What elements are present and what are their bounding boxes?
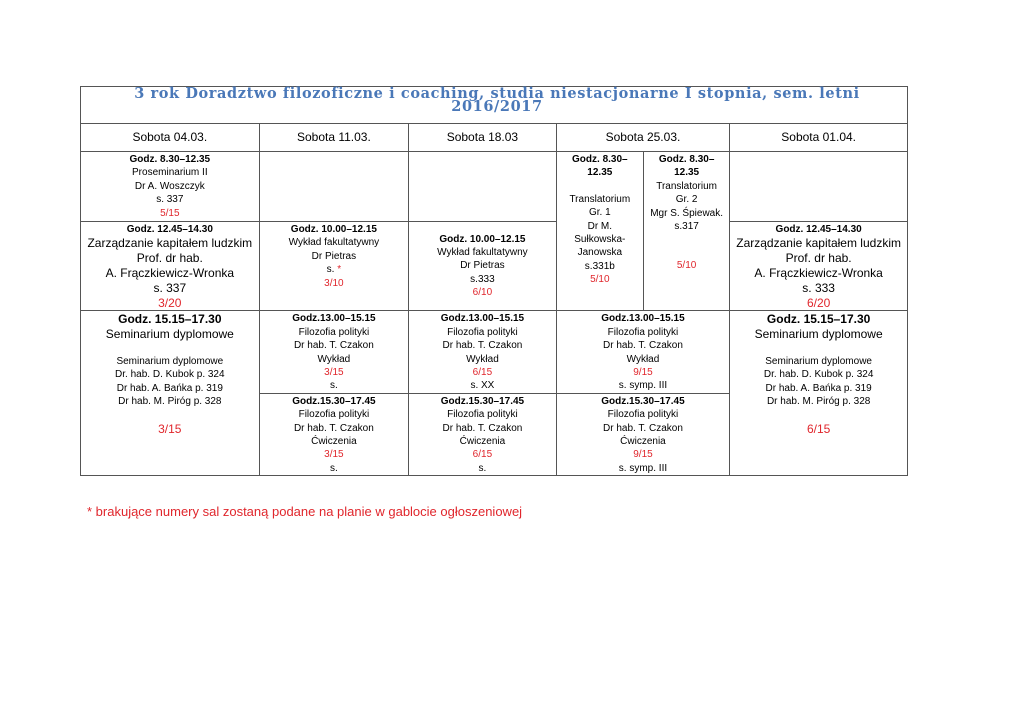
class-teacher: Dr hab. M. Piróg p. 328 — [766, 396, 871, 408]
class-name: Filozofia polityki — [607, 326, 679, 338]
day-header: Sobota 11.03. — [259, 124, 409, 152]
empty-cell — [259, 152, 409, 222]
class-cell-filozofia-wyklad — [556, 311, 730, 393]
class-count: 3/10 — [324, 277, 344, 289]
class-count: 6/10 — [472, 287, 493, 299]
class-count: 6/20 — [806, 295, 831, 310]
class-count: 3/20 — [158, 295, 182, 310]
asterisk-mark: * — [337, 264, 342, 276]
class-count: 9/15 — [633, 367, 653, 379]
class-teacher: Prof. dr hab. — [136, 251, 203, 266]
class-name: Zarządzanie kapitałem ludzkim — [87, 236, 253, 251]
class-subtitle: Seminarium dyplomowe — [116, 355, 224, 367]
class-cell-filozofia-cwiczenia — [409, 393, 557, 475]
class-teacher: Dr hab. T. Czakon — [442, 340, 523, 352]
class-group: Gr. 1 — [588, 207, 611, 219]
class-count: 3/15 — [324, 367, 344, 379]
class-cell-filozofia-cwiczenia — [259, 393, 409, 475]
class-time: Godz.13.00–15.15 — [440, 313, 525, 325]
class-teacher: Dr hab. M. Piróg p. 328 — [118, 396, 222, 408]
class-teacher: A. Frączkiewicz-Wronka — [754, 266, 883, 280]
class-count: 5/15 — [160, 207, 180, 219]
class-name: Filozofia polityki — [298, 409, 370, 421]
class-room: s. symp. III — [618, 462, 668, 474]
class-time: Godz. 12.45–14.30 — [126, 224, 213, 235]
class-cell-seminarium — [81, 311, 260, 476]
class-name: Seminarium dyplomowe — [754, 327, 883, 342]
class-cell-zarzadzanie — [81, 222, 260, 311]
class-name: Wykład fakultatywny — [437, 247, 528, 259]
day-header: Sobota 04.03. — [81, 124, 260, 152]
class-cell-filozofia-wyklad — [259, 311, 409, 393]
class-room: s. — [330, 380, 338, 392]
class-room: s.317 — [674, 221, 699, 233]
class-kind: Wykład — [317, 353, 351, 365]
footnote: * brakujące numery sal zostaną podane na planie w gablocie ogłoszeniowej — [87, 504, 523, 519]
class-teacher: Sułkowska- — [574, 234, 626, 246]
class-teacher: Dr hab. T. Czakon — [293, 422, 374, 434]
title-cell — [81, 87, 908, 124]
class-count: 6/15 — [472, 449, 493, 461]
class-cell-proseminar — [81, 152, 260, 222]
class-cell-wyklad-fakultatywny — [409, 222, 557, 311]
class-teacher: Dr. hab. D. Kubok p. 324 — [763, 369, 874, 381]
class-kind: Ćwiczenia — [459, 436, 506, 448]
class-room: s. 337 — [153, 280, 187, 295]
day-header-row — [81, 124, 908, 152]
class-time: 12.35 — [674, 167, 700, 179]
class-time: Godz. 15.15–17.30 — [766, 312, 871, 327]
class-kind: Ćwiczenia — [311, 436, 357, 448]
class-time: Godz.13.00–15.15 — [601, 313, 685, 325]
class-teacher: Dr hab. T. Czakon — [603, 422, 683, 434]
class-cell-zarzadzanie — [730, 222, 908, 311]
class-time: Godz. 10.00–12.15 — [290, 224, 377, 235]
class-subtitle: Seminarium dyplomowe — [765, 355, 872, 367]
class-cell-seminarium — [730, 311, 908, 476]
day-header: Sobota 01.04. — [730, 124, 908, 152]
class-count: 3/15 — [158, 421, 182, 436]
class-time: Godz. 8.30– — [658, 154, 715, 165]
class-name: Filozofia polityki — [607, 409, 679, 421]
class-room: s. XX — [470, 380, 495, 392]
day-header: Sobota 18.03 — [409, 124, 557, 152]
class-kind: Wykład — [626, 353, 660, 365]
class-count: 5/10 — [676, 260, 697, 272]
class-group: Gr. 2 — [675, 194, 698, 206]
class-room: s. — [478, 462, 487, 474]
class-teacher: Prof. dr hab. — [785, 251, 852, 266]
class-count: 5/10 — [590, 274, 610, 286]
class-teacher: Dr A. Woszczyk — [134, 180, 205, 192]
class-cell-wyklad-fakultatywny — [259, 222, 409, 311]
class-name: Wykład fakultatywny — [288, 237, 380, 249]
class-kind: Ćwiczenia — [620, 436, 666, 448]
class-teacher: Janowska — [577, 247, 623, 259]
schedule-table — [80, 86, 908, 476]
class-teacher: Dr Pietras — [460, 260, 505, 272]
class-name: Filozofia polityki — [298, 326, 370, 338]
class-room: s. 333 — [802, 280, 835, 295]
class-teacher: Dr hab. A. Bańka p. 319 — [116, 382, 223, 394]
class-time: Godz. 10.00–12.15 — [439, 233, 526, 245]
class-time: Godz.15.30–17.45 — [601, 395, 685, 407]
class-time: Godz. 12.45–14.30 — [775, 224, 862, 235]
class-time: Godz. 8.30–12.35 — [129, 154, 211, 165]
class-teacher: Dr hab. A. Bańka p. 319 — [765, 382, 872, 394]
class-count: 6/15 — [472, 367, 493, 379]
class-room: s. symp. III — [618, 380, 668, 392]
day-header: Sobota 25.03. — [556, 124, 730, 152]
class-name: Zarządzanie kapitałem ludzkim — [736, 236, 901, 251]
class-count: 6/15 — [806, 421, 831, 436]
class-room: s.333 — [470, 273, 495, 285]
class-name: Filozofia polityki — [447, 326, 518, 338]
class-name: Filozofia polityki — [447, 409, 518, 421]
class-count: 3/15 — [324, 449, 344, 461]
class-time: Godz.15.30–17.45 — [292, 395, 376, 407]
class-room: s.331b — [584, 260, 615, 272]
class-teacher: Dr hab. T. Czakon — [603, 340, 683, 352]
class-name: Seminarium dyplomowe — [105, 327, 234, 342]
class-teacher: Dr hab. T. Czakon — [442, 422, 523, 434]
page-title: 3 rok Doradztwo filozoficzne i coaching, studia niestacjonarne I stopnia, sem. letni 2016/2017 — [134, 85, 860, 116]
class-name: Translatorium — [656, 180, 717, 192]
class-cell-filozofia-wyklad — [409, 311, 557, 393]
class-room — [260, 263, 409, 276]
class-count: 9/15 — [633, 449, 653, 461]
class-room: s. — [330, 462, 338, 474]
empty-cell — [730, 152, 908, 222]
class-cell-translatorium-gr1 — [556, 152, 643, 311]
class-name: Translatorium — [569, 193, 631, 205]
class-teacher: Dr. hab. D. Kubok p. 324 — [115, 369, 225, 381]
class-time: Godz.13.00–15.15 — [292, 313, 376, 325]
class-time: 12.35 — [587, 167, 613, 179]
class-room: s. 337 — [156, 194, 184, 206]
class-cell-translatorium-gr2 — [643, 152, 729, 311]
class-time: Godz.15.30–17.45 — [440, 395, 525, 407]
class-time: Godz. 15.15–17.30 — [118, 312, 222, 327]
class-kind: Wykład — [466, 353, 499, 365]
empty-cell — [409, 152, 557, 222]
class-teacher: Dr hab. T. Czakon — [293, 340, 374, 352]
room-label: s. — [326, 264, 335, 276]
class-cell-filozofia-cwiczenia — [556, 393, 730, 475]
class-name: Proseminarium II — [132, 167, 208, 179]
class-teacher: Dr M. — [587, 220, 613, 232]
class-teacher: Dr Pietras — [311, 250, 357, 262]
class-teacher: A. Frączkiewicz-Wronka — [105, 266, 235, 280]
class-time: Godz. 8.30– — [572, 154, 628, 165]
class-teacher: Mgr S. Śpiewak. — [650, 207, 724, 219]
